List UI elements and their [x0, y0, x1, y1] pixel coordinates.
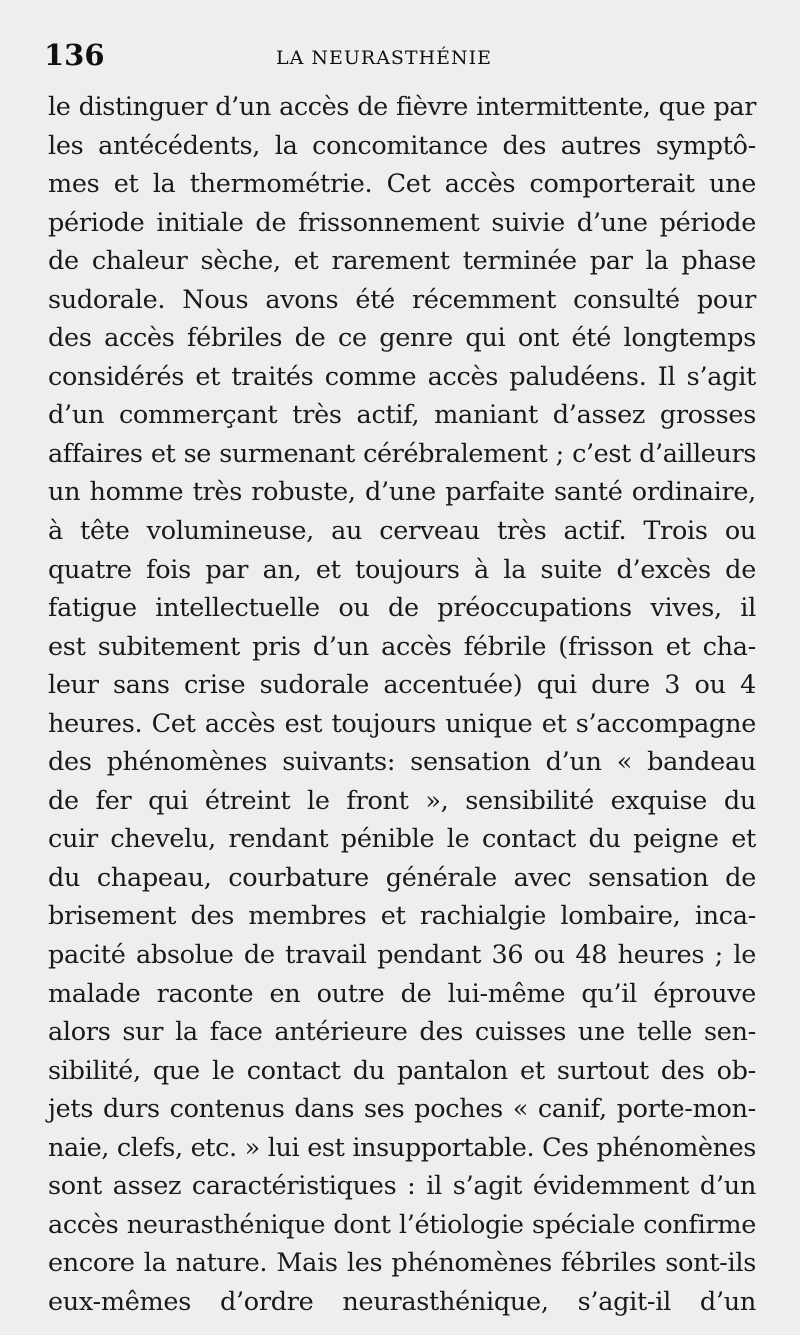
running-head: LA NEURASTHÉNIE [276, 47, 493, 69]
text-line: leur sans crise sudorale accentuée) qui dure 3 ou 4 [48, 670, 756, 701]
text-line: du chapeau, courbature générale avec sensation de [48, 862, 756, 893]
text-line: des accès fébriles de ce genre qui ont été longtemps [48, 323, 756, 354]
page-number: 136 [44, 38, 105, 72]
text-line: sibilité, que le contact du pantalon et surtout des ob- [48, 1055, 756, 1086]
text-line: naie, clefs, etc. » lui est insupportable. Ces phénomènes [48, 1132, 756, 1163]
text-line: alors sur la face antérieure des cuisses une telle sen- [48, 1017, 756, 1048]
text-line: malade raconte en outre de lui-même qu’il éprouve [48, 978, 756, 1009]
text-line: d’un commerçant très actif, maniant d’assez grosses [48, 400, 756, 431]
text-line: pacité absolue de travail pendant 36 ou 48 heures ; le [48, 940, 756, 971]
text-line: accès neurasthénique dont l’étiologie spéciale confirme [48, 1209, 756, 1240]
text-line: encore la nature. Mais les phénomènes fébriles sont-ils [48, 1248, 756, 1279]
text-line: quatre fois par an, et toujours à la suite d’excès de [48, 554, 756, 585]
text-line: sudorale. Nous avons été récemment consulté pour [48, 284, 756, 315]
text-line: mes et la thermométrie. Cet accès comporterait une [48, 169, 756, 200]
text-line: heures. Cet accès est toujours unique et s’accompagne [48, 708, 756, 739]
text-line: un homme très robuste, d’une parfaite santé ordinaire, [48, 477, 756, 508]
text-line: le distinguer d’un accès de fièvre intermittente, que par [48, 92, 756, 122]
text-line: les antécédents, la concomitance des autres symptô- [48, 130, 756, 161]
text-line: sont assez caractéristiques : il s’agit évidemment d’un [48, 1171, 756, 1202]
text-line: affaires et se surmenant cérébralement ; c’est d’ailleurs [48, 438, 756, 469]
text-line: brisement des membres et rachialgie lombaire, inca- [48, 901, 756, 932]
text-line: considérés et traités comme accès paludéens. Il s’agit [48, 361, 756, 392]
text-line: jets durs contenus dans ses poches « canif, porte-mon- [48, 1094, 756, 1125]
text-line: est subitement pris d’un accès fébrile (frisson et cha- [48, 631, 756, 662]
text-line: eux-mêmes d’ordre neurasthénique, s’agit-il d’un [48, 1286, 756, 1317]
text-line: de chaleur sèche, et rarement terminée par la phase [48, 246, 756, 277]
body-paragraph [48, 88, 756, 1322]
text-line: de fer qui étreint le front », sensibilité exquise du [48, 785, 756, 816]
text-line: période initiale de frissonnement suivie d’une période [48, 207, 756, 238]
text-line: fatigue intellectuelle ou de préoccupations vives, il [48, 593, 756, 624]
text-line: à tête volumineuse, au cerveau très actif. Trois ou [48, 516, 756, 547]
text-line: des phénomènes suivants: sensation d’un « bandeau [48, 747, 756, 778]
text-line: cuir chevelu, rendant pénible le contact du peigne et [48, 824, 756, 855]
